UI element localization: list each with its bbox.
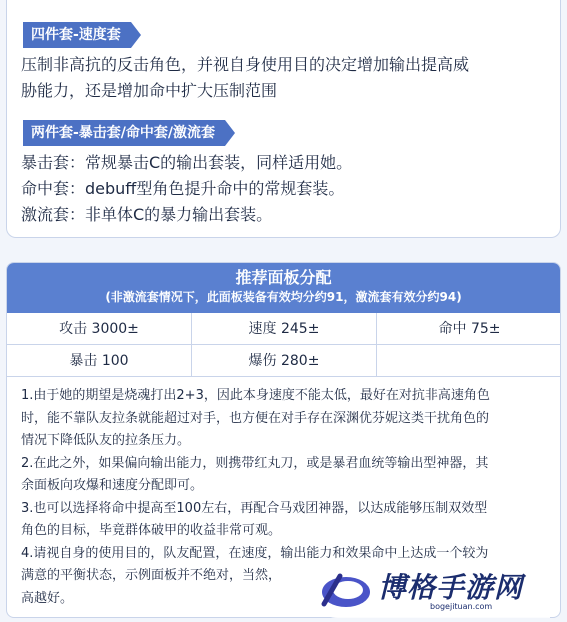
note-line: 4.请视自身的使用目的，队友配置，在速度，输出能力和效果命中上达成一个较为 bbox=[21, 545, 489, 561]
watermark-logo-icon bbox=[318, 568, 374, 612]
torrent-set-line: 激流套：非单体C的暴力输出套装。 bbox=[21, 205, 273, 224]
stats-title: 推荐面板分配 bbox=[235, 268, 332, 287]
crit-set-line: 暴击套：常规暴击C的输出套装，同样适用她。 bbox=[21, 153, 353, 172]
set-info-card bbox=[6, 0, 561, 238]
stats-table bbox=[7, 313, 560, 377]
note-line: 3.也可以选择将命中提高至100左右，再配合马戏团神器，以达成能够压制双效型 bbox=[21, 500, 488, 516]
note-line: 1.由于她的期望是烧魂打出2+3，因此本身速度不能太低，最好在对抗非高速角色 bbox=[21, 388, 490, 403]
stat-empty bbox=[377, 345, 561, 377]
hit-set-line: 命中套：debuff型角色提升命中的常规套装。 bbox=[21, 179, 345, 198]
note-line: 高越好。 bbox=[21, 590, 74, 606]
watermark-domain: bogejituan.com bbox=[430, 602, 493, 611]
four-piece-line: 胁能力，还是增加命中扩大压制范围 bbox=[21, 81, 278, 100]
four-piece-line: 压制非高抗的反击角色，并视自身使用目的决定增加输出提高威 bbox=[21, 55, 470, 74]
note-line: 2.在此之外，如果偏向输出能力，则携带红丸刀，或是暴君血统等输出型神器，其 bbox=[21, 455, 489, 471]
note-line: 情况下降低队友的拉条压力。 bbox=[21, 433, 191, 448]
four-piece-description bbox=[21, 52, 469, 104]
note-line: 满意的平衡状态，示例面板并不绝对，当然， bbox=[21, 568, 282, 583]
stat-speed: 速度 245± bbox=[192, 313, 377, 345]
note-line: 余面板向攻爆和速度分配即可。 bbox=[21, 478, 204, 493]
note-line: 时，能不靠队友拉条就能超过对手，也方便在对手存在深渊优芬妮这类干扰角色的 bbox=[21, 410, 490, 426]
stats-header bbox=[7, 263, 560, 313]
watermark bbox=[310, 562, 550, 618]
two-piece-description bbox=[21, 150, 352, 228]
note-line: 角色的目标，毕竟群体破甲的收益非常可观。 bbox=[21, 523, 282, 538]
stat-hit: 命中 75± bbox=[377, 313, 561, 345]
stat-crit-damage: 爆伤 280± bbox=[192, 345, 377, 377]
four-piece-set-tag: 四件套-速度套 bbox=[23, 22, 131, 48]
two-piece-set-tag: 两件套-暴击套/命中套/激流套 bbox=[23, 120, 225, 146]
stats-subtitle: (非激流套情况下，此面板装备有效均分约91，激流套有效分约94) bbox=[105, 290, 462, 304]
watermark-name: 博格手游网 bbox=[378, 571, 524, 604]
stat-attack: 攻击 3000± bbox=[7, 313, 192, 345]
stat-crit: 暴击 100 bbox=[7, 345, 192, 377]
